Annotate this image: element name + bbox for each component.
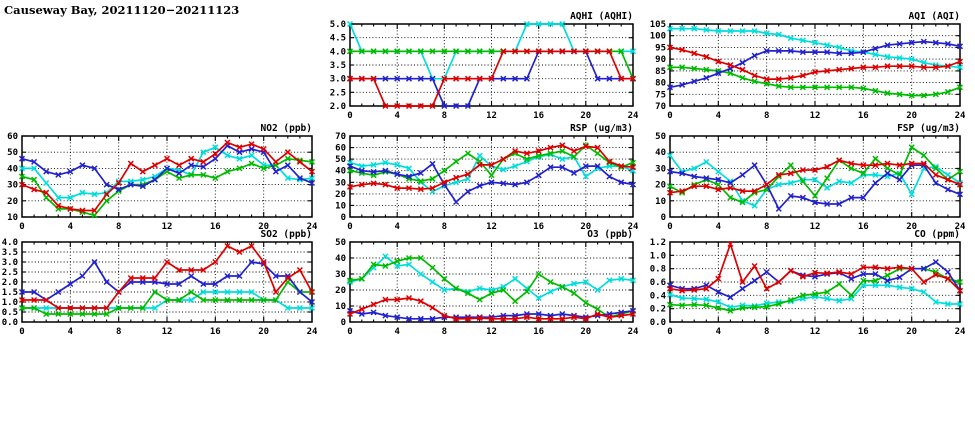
svg-text:2.5: 2.5 [329,88,346,99]
svg-text:2.0: 2.0 [1,278,18,288]
svg-text:24: 24 [627,327,639,337]
svg-text:8: 8 [115,327,122,337]
svg-text:AQHI (AQHI): AQHI (AQHI) [570,11,633,22]
svg-text:100: 100 [649,31,666,42]
svg-text:20: 20 [258,327,270,337]
svg-text:0.6: 0.6 [649,278,666,288]
svg-text:30: 30 [335,270,346,280]
svg-text:60: 60 [7,132,18,142]
no2-plot [0,120,328,235]
svg-text:0: 0 [660,213,666,223]
o3-plot [320,226,649,340]
svg-text:4: 4 [715,222,722,232]
svg-text:4: 4 [715,327,722,337]
svg-text:16: 16 [857,222,869,232]
svg-text:16: 16 [209,327,221,337]
svg-text:20: 20 [906,327,918,337]
svg-text:4: 4 [394,222,400,232]
svg-text:12: 12 [486,111,497,121]
svg-text:75: 75 [655,90,666,101]
svg-text:70: 70 [335,132,346,142]
svg-text:50: 50 [335,238,346,248]
svg-text:NO2 (ppb): NO2 (ppb) [260,123,312,134]
svg-text:4: 4 [394,111,400,121]
svg-text:24: 24 [954,111,966,121]
svg-text:24: 24 [306,327,318,337]
svg-text:95: 95 [655,43,666,54]
svg-text:0: 0 [19,222,25,232]
svg-text:16: 16 [857,111,869,121]
svg-text:24: 24 [627,222,639,232]
svg-text:12: 12 [161,222,173,232]
svg-text:8: 8 [441,222,448,232]
svg-text:24: 24 [627,111,639,121]
svg-text:0: 0 [667,327,673,337]
svg-text:85: 85 [655,66,666,77]
svg-text:12: 12 [161,327,173,337]
svg-text:4: 4 [67,222,74,232]
svg-text:12: 12 [809,222,821,232]
svg-text:0.4: 0.4 [649,291,666,302]
svg-text:0.5: 0.5 [1,308,18,318]
svg-text:20: 20 [335,286,346,296]
svg-text:105: 105 [649,20,666,30]
svg-text:60: 60 [335,143,346,154]
svg-text:4: 4 [67,327,74,337]
aqhi-plot [320,8,649,124]
svg-text:1.0: 1.0 [1,298,18,308]
svg-text:16: 16 [857,327,869,337]
svg-text:4.0: 4.0 [329,47,346,58]
svg-text:30: 30 [655,164,666,175]
svg-text:3.5: 3.5 [329,61,346,71]
svg-text:80: 80 [655,78,666,89]
svg-text:16: 16 [533,327,545,337]
aqi-plot [640,8,975,124]
svg-text:0.8: 0.8 [649,264,666,275]
svg-text:AQI (AQI): AQI (AQI) [908,11,960,22]
svg-text:24: 24 [306,222,318,232]
svg-text:20: 20 [7,196,18,207]
chart-no2 [0,120,328,235]
svg-text:90: 90 [655,55,666,66]
svg-text:0: 0 [340,213,346,223]
svg-text:40: 40 [655,148,666,159]
svg-text:30: 30 [335,178,346,189]
rsp-plot [320,120,649,235]
svg-text:16: 16 [533,111,545,121]
svg-text:8: 8 [763,327,770,337]
chart-fsp [640,120,975,235]
svg-text:20: 20 [906,222,918,232]
svg-text:40: 40 [335,254,346,264]
chart-aqi [640,8,975,124]
svg-text:20: 20 [335,189,346,200]
chart-rsp [320,120,649,235]
svg-text:5.0: 5.0 [329,20,346,30]
svg-text:8: 8 [115,222,122,232]
svg-text:70: 70 [655,102,666,112]
svg-text:3.0: 3.0 [329,74,346,85]
chart-o3 [320,226,649,340]
svg-text:0.0: 0.0 [1,318,18,328]
svg-text:8: 8 [441,327,448,337]
svg-text:20: 20 [258,222,270,232]
fsp-plot [640,120,975,235]
svg-text:0: 0 [19,327,25,337]
svg-text:10: 10 [335,302,346,312]
svg-text:24: 24 [954,222,966,232]
svg-text:24: 24 [954,327,966,337]
svg-text:0: 0 [347,327,353,337]
chart-aqhi [320,8,649,124]
svg-text:20: 20 [655,180,666,191]
chart-so2 [0,226,328,340]
svg-text:1.5: 1.5 [1,288,18,298]
svg-text:SO2 (ppb): SO2 (ppb) [260,229,312,240]
svg-text:10: 10 [7,213,18,223]
svg-text:0: 0 [347,222,353,232]
svg-text:2.0: 2.0 [329,102,346,112]
svg-text:40: 40 [7,164,18,175]
svg-text:12: 12 [809,111,821,121]
svg-text:50: 50 [7,148,18,159]
svg-text:12: 12 [486,327,497,337]
svg-text:8: 8 [441,111,448,121]
svg-text:O3 (ppb): O3 (ppb) [587,229,633,240]
svg-text:1.2: 1.2 [649,238,666,248]
svg-text:1.0: 1.0 [649,251,666,262]
chart-co [640,226,975,340]
svg-text:4: 4 [394,327,400,337]
svg-text:20: 20 [580,327,592,337]
svg-text:20: 20 [580,111,592,121]
so2-plot [0,226,328,340]
svg-text:3.5: 3.5 [1,248,18,258]
svg-text:20: 20 [906,111,918,121]
svg-text:10: 10 [335,201,346,212]
svg-text:40: 40 [335,166,346,177]
svg-text:4: 4 [715,111,722,121]
svg-text:8: 8 [763,222,770,232]
svg-text:4.5: 4.5 [329,33,346,44]
svg-text:50: 50 [655,132,666,142]
svg-text:12: 12 [809,327,821,337]
svg-text:2.5: 2.5 [1,268,18,278]
svg-text:0: 0 [347,111,353,121]
svg-text:3.0: 3.0 [1,258,18,268]
svg-text:30: 30 [7,180,18,191]
svg-text:50: 50 [335,155,346,166]
svg-text:4.0: 4.0 [1,238,18,248]
svg-text:16: 16 [533,222,545,232]
svg-text:8: 8 [763,111,770,121]
svg-text:16: 16 [209,222,221,232]
svg-text:0: 0 [667,222,673,232]
svg-text:12: 12 [486,222,497,232]
svg-text:RSP (ug/m3): RSP (ug/m3) [570,123,633,134]
svg-text:0.0: 0.0 [649,318,666,328]
svg-text:0: 0 [667,111,673,121]
svg-text:20: 20 [580,222,592,232]
svg-text:FSP (ug/m3): FSP (ug/m3) [897,123,960,134]
svg-text:0: 0 [340,318,346,328]
svg-text:10: 10 [655,196,666,207]
svg-text:CO (ppm): CO (ppm) [914,229,960,240]
svg-text:0.2: 0.2 [649,304,666,315]
page-title: Causeway Bay, 20211120−20211123 [4,3,240,17]
co-plot [640,226,975,340]
